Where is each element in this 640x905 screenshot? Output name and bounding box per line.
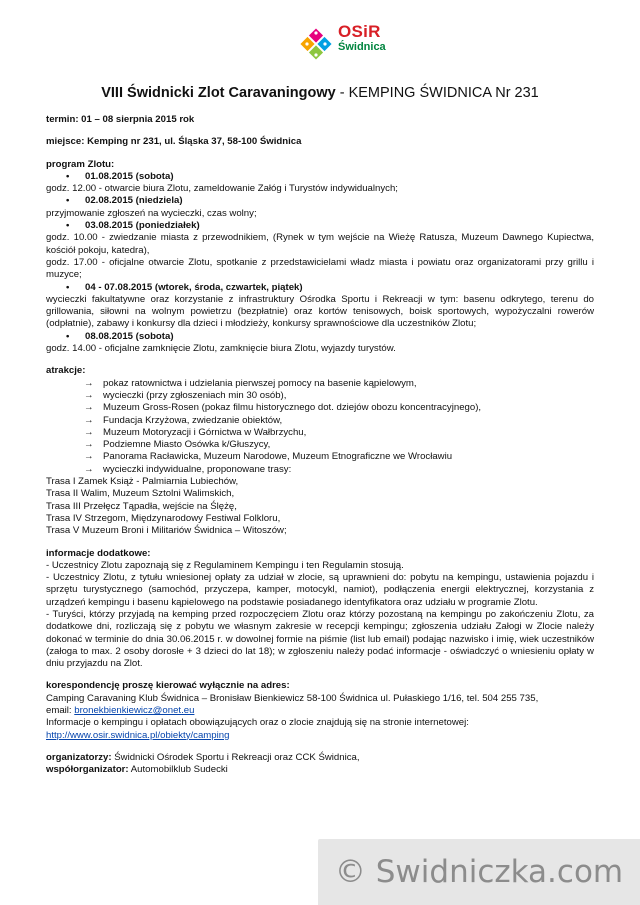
korespondencja-info: Informacje o kempingu i opłatach obowiązujących oraz o zlocie znajdują się na stronie internetowej: — [46, 717, 469, 729]
program-day-line: godz. 10.00 - zwiedzanie miasta z przewodnikiem, (Rynek w tym wejście na Wieżę Ratusza, Muzeum Dawnego Kupiectwa, kościół pokoju, katedra), — [46, 232, 594, 256]
arrow-icon: → — [84, 439, 94, 451]
list-item: → Muzeum Motoryzacji i Górnictwa w Wałbrzychu, — [84, 426, 307, 438]
program-list — [46, 171, 594, 355]
arrow-icon: → — [84, 451, 94, 463]
trasa: Trasa III Przełęcz Tąpadła, wejście na Ślężę, — [46, 500, 237, 512]
program-day-date: • 03.08.2015 (poniedziałek) — [46, 220, 594, 232]
list-item: → pokaz ratownictwa i udzielania pierwszej pomocy na basenie kąpielowym, — [84, 377, 417, 389]
organizatorzy-label: organizatorzy: — [46, 751, 112, 763]
website-link[interactable]: http://www.osir.swidnica.pl/obiekty/camping — [46, 729, 230, 741]
wspolorganizator-line — [46, 764, 594, 776]
arrow-icon: → — [84, 389, 94, 401]
logo-name: OSiR — [338, 22, 381, 41]
info-paragraph: - Uczestnicy Zlotu zapoznają się z Regulaminem Kempingu i ten Regulamin stosują. — [46, 559, 404, 571]
list-item: → Podziemne Miasto Osówka k/Głuszycy, — [84, 439, 271, 451]
list-item: → Panorama Racławicka, Muzeum Narodowe, Muzeum Etnograficzne we Wrocławiu — [84, 451, 453, 463]
termin: termin: 01 – 08 sierpnia 2015 rok — [46, 114, 195, 125]
korespondencja-heading: korespondencję proszę kierować wyłącznie na adres: — [46, 680, 290, 692]
trasa: Trasa I Zamek Książ - Palmiarnia Lubiechów, — [46, 476, 239, 488]
list-item: → wycieczki (przy zgłoszeniach min 30 osób), — [84, 389, 287, 401]
arrow-icon: → — [84, 414, 94, 426]
email-label: email: — [46, 705, 75, 717]
arrow-icon: → — [84, 377, 94, 389]
miejsce: miejsce: Kemping nr 231, ul. Śląska 37, 58-100 Świdnica — [46, 136, 302, 148]
list-item: → Muzeum Gross-Rosen (pokaz filmu historycznego dot. dziejów obozu koncentracyjnego), — [84, 402, 482, 414]
program-day-line: przyjmowanie zgłoszeń na wycieczki, czas wolny; — [46, 207, 257, 219]
organizatorzy-value: Świdnicki Ośrodek Sportu i Rekreacji oraz CCK Świdnica, — [111, 751, 360, 763]
email-line — [46, 705, 594, 717]
arrow-icon: → — [84, 402, 94, 414]
logo-city: Świdnica — [338, 41, 386, 53]
info-paragraph: - Uczestnicy Zlotu, z tytułu wniesionej opłaty za udział w zlocie, są uprawnieni do: pobytu na kempingu, ustawienia pojazdu i sprzętu turystycznego (samochód, przyczepa, kamper, motocykl, namiot), podłączenia energii elektrycznej, korzystania z urządzeń kempingu i basenu kąpielowego na podstawie posiadanego identyfikatora oraz udziału w programie Zlotu. — [46, 572, 594, 608]
program-day-line: godz. 12.00 - otwarcie biura Zlotu, zameldowanie Załóg i Turystów indywidualnych; — [46, 183, 398, 195]
watermark: © Swidniczka.com — [318, 839, 640, 905]
document-body — [46, 114, 594, 777]
atrakcje-heading: atrakcje: — [46, 365, 86, 377]
list-item: → Fundacja Krzyżowa, zwiedzanie obiektów, — [84, 414, 283, 426]
trasy-list — [46, 476, 594, 537]
email-link[interactable]: bronekbienkiewicz@onet.eu — [74, 705, 195, 717]
program-day-date: • 08.08.2015 (sobota) — [46, 331, 594, 343]
organizatorzy-line — [46, 752, 594, 764]
program-day-line: wycieczki fakultatywne oraz korzystanie z infrastruktury Ośrodka Sportu i Rekreacji w tym: basenu odkrytego, terenu do grillowania, siłowni na wolnym powietrzu (bezpłatnie) oraz kortów tenisowych, boisk sportowych, wypożyczalni rowerów (odpłatnie), zabawy i konkursy dla dzieci i młodzieży, konkursy sprawnościowe dla uczestników Zlotu; — [46, 293, 594, 330]
trasa: Trasa V Muzeum Broni i Militariów Świdnica – Witoszów; — [46, 525, 287, 537]
list-item: → wycieczki indywidualne, proponowane trasy: — [84, 463, 292, 475]
page-title — [0, 84, 640, 102]
program-day-date: • 01.08.2015 (sobota) — [46, 171, 594, 183]
program-day-date: • 02.08.2015 (niedziela) — [46, 195, 594, 207]
atrakcje-list — [46, 378, 594, 476]
program-day-line: godz. 17.00 - oficjalne otwarcie Zlotu, spotkanie z przedstawicielami władz miasta i powiatu oraz organizatorami przy grillu i muzyce; — [46, 256, 594, 281]
program-heading: program Zlotu: — [46, 158, 115, 170]
trasa: Trasa II Walim, Muzeum Sztolni Walimskich, — [46, 488, 235, 500]
trasa: Trasa IV Strzegom, Międzynarodowy Festiwal Folkloru, — [46, 512, 281, 524]
logo-text — [338, 23, 386, 53]
korespondencja-address: Camping Caravaning Klub Świdnica – Bronisław Bienkiewicz 58-100 Świdnica ul. Pułaskiego 1/16, tel. 504 255 735, — [46, 692, 539, 704]
info-paragraph: - Turyści, którzy przyjadą na kemping przed rozpoczęciem Zlotu oraz którzy pozostaną na kempingu po zakończeniu Zlotu, za dodatkowe dni, rozliczają się z pobytu we własnym zakresie w recepcji kempingu; zgłoszenia udziału Załogi w Zlocie należy dokonać w terminie do dnia 30.06.2015 r. w dowolnej formie na piśmie (list lub email) podając nazwisko i imię, wiek uczestników (załoga to max. 2 osoby dorosłe + 3 dzieci do lat 18); w zgłoszeniu należy podać informacje - oświadczyć o wniesieniu opłaty w dniu przyjazdu na Zlot. — [46, 608, 594, 670]
wspolorganizator-value: Automobilklub Sudecki — [128, 764, 228, 776]
title-regular: - KEMPING ŚWIDNICA Nr 231 — [335, 85, 539, 101]
program-day-line: godz. 14.00 - oficjalne zamknięcie Zlotu, zamknięcie biura Zlotu, wyjazdy turystów. — [46, 343, 396, 355]
arrow-icon: → — [84, 426, 94, 438]
title-bold: VIII Świdnicki Zlot Caravaningowy — [101, 85, 336, 101]
program-day-date: • 04 - 07.08.2015 (wtorek, środa, czwartek, piątek) — [46, 282, 594, 294]
info-heading: informacje dodatkowe: — [46, 547, 151, 559]
wspolorganizator-label: współorganizator: — [46, 764, 129, 776]
arrow-icon: → — [84, 463, 94, 475]
